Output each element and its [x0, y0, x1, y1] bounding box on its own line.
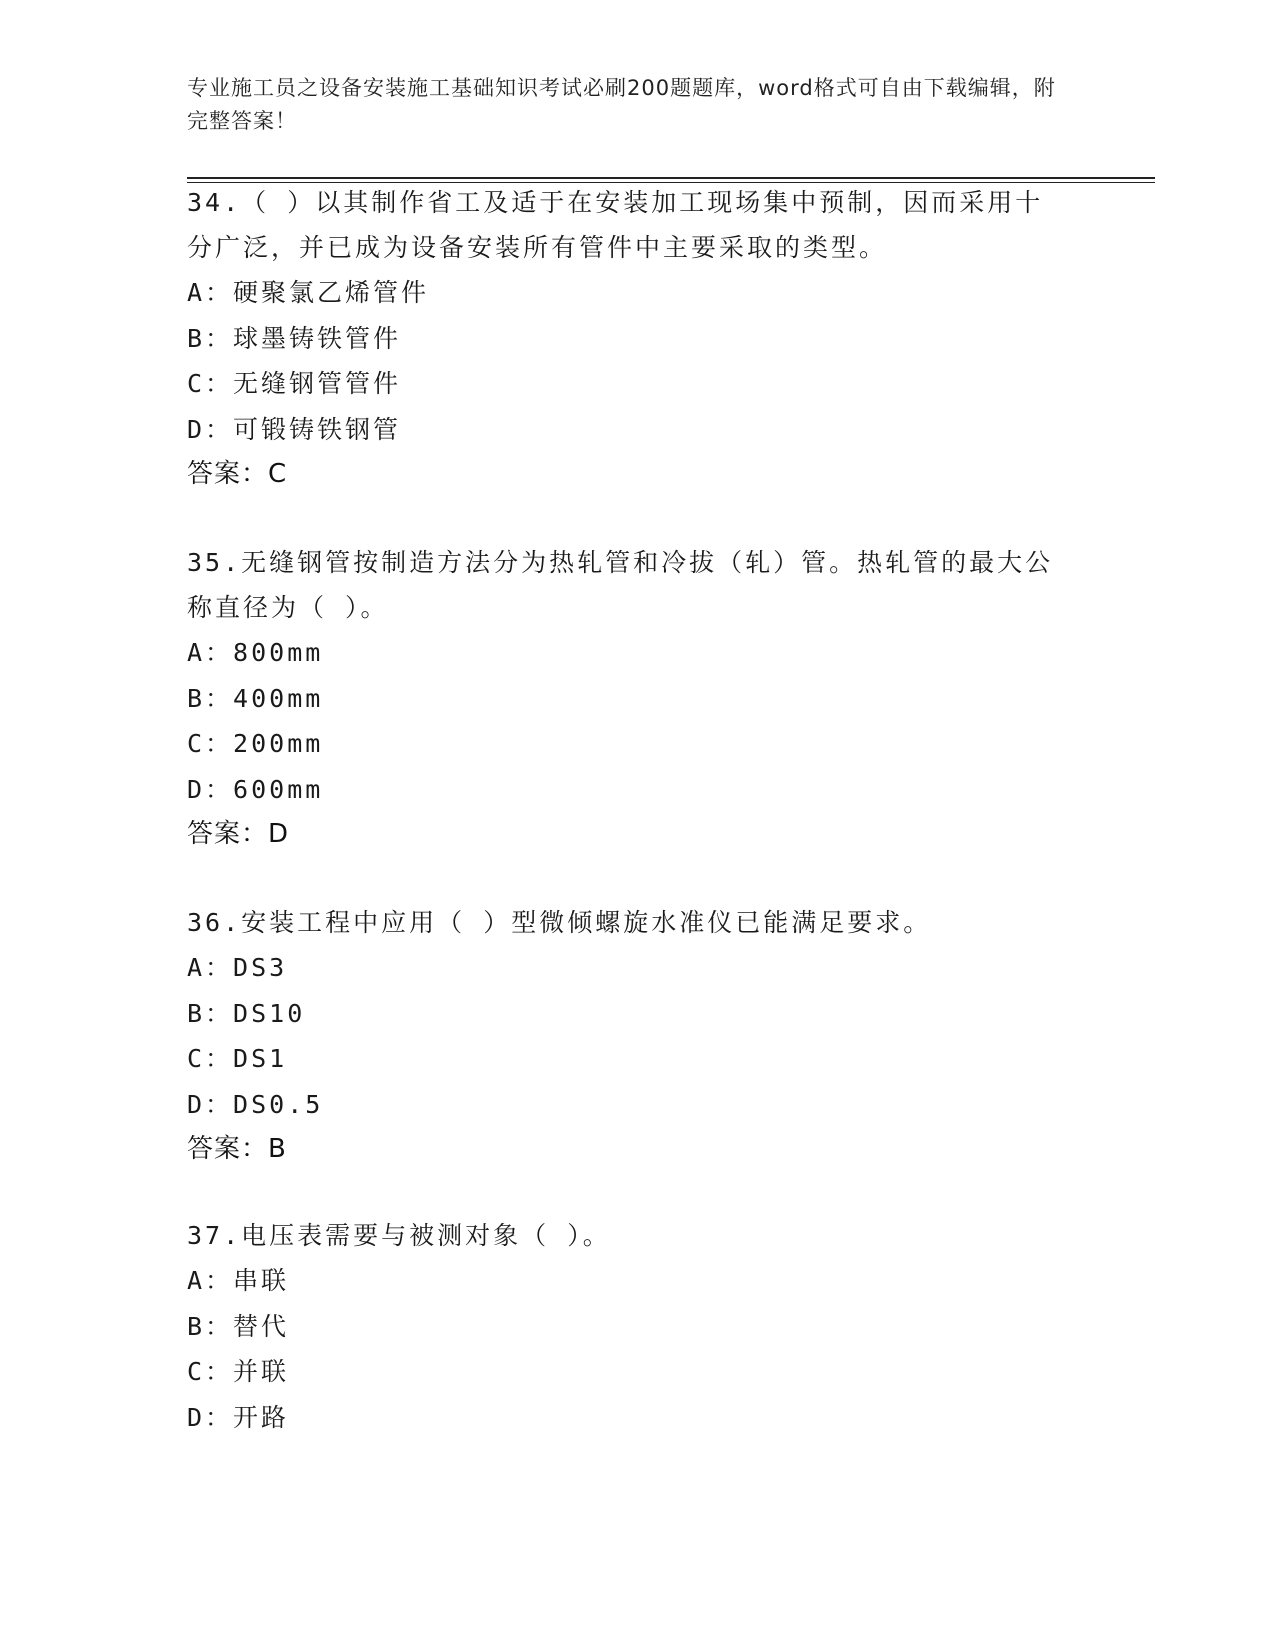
option-b: B：400mm: [187, 683, 324, 713]
question-stem: 34.（ ）以其制作省工及适于在安装加工现场集中预制，因而采用十分广泛，并已成为设备安装所有管件中主要采取的类型。: [187, 188, 1044, 262]
option-c: C：200mm: [187, 729, 324, 758]
header-rule-thick: [187, 177, 1155, 179]
question-stem: 35.无缝钢管按制造方法分为热轧管和冷拔（轧）管。热轧管的最大公称直径为（ ）。: [187, 548, 1054, 622]
answer-label: 答案：C: [187, 459, 288, 489]
option-a: A：串联: [187, 1266, 290, 1295]
question-stem: 37.电压表需要与被测对象（ ）。: [187, 1221, 611, 1250]
document-header: 专业施工员之设备安装施工基础知识考试必刷200题题库，word格式可自由下载编辑，附完整答案！: [187, 76, 1056, 133]
question-36: [187, 900, 1087, 1172]
question-stem: 36.安装工程中应用（ ）型微倾螺旋水准仪已能满足要求。: [187, 908, 932, 937]
question-35: [187, 540, 1087, 857]
question-34: [187, 180, 1087, 497]
option-b: B：球墨铸铁管件: [187, 323, 402, 353]
option-d: D：600mm: [187, 774, 324, 804]
option-a: A：硬聚氯乙烯管件: [187, 278, 430, 307]
option-c: C：DS1: [187, 1044, 288, 1073]
option-a: A：800mm: [187, 638, 324, 667]
question-37: [187, 1213, 1087, 1440]
option-c: C：并联: [187, 1357, 290, 1386]
answer-label: 答案：D: [187, 819, 290, 849]
answer-label: 答案：B: [187, 1134, 287, 1164]
option-d: D：DS0.5: [187, 1089, 324, 1119]
option-b: B：DS10: [187, 998, 306, 1028]
option-d: D：可锻铸铁钢管: [187, 414, 402, 444]
option-a: A：DS3: [187, 953, 288, 982]
option-d: D：开路: [187, 1402, 290, 1432]
option-b: B：替代: [187, 1311, 290, 1341]
option-c: C：无缝钢管管件: [187, 369, 402, 398]
